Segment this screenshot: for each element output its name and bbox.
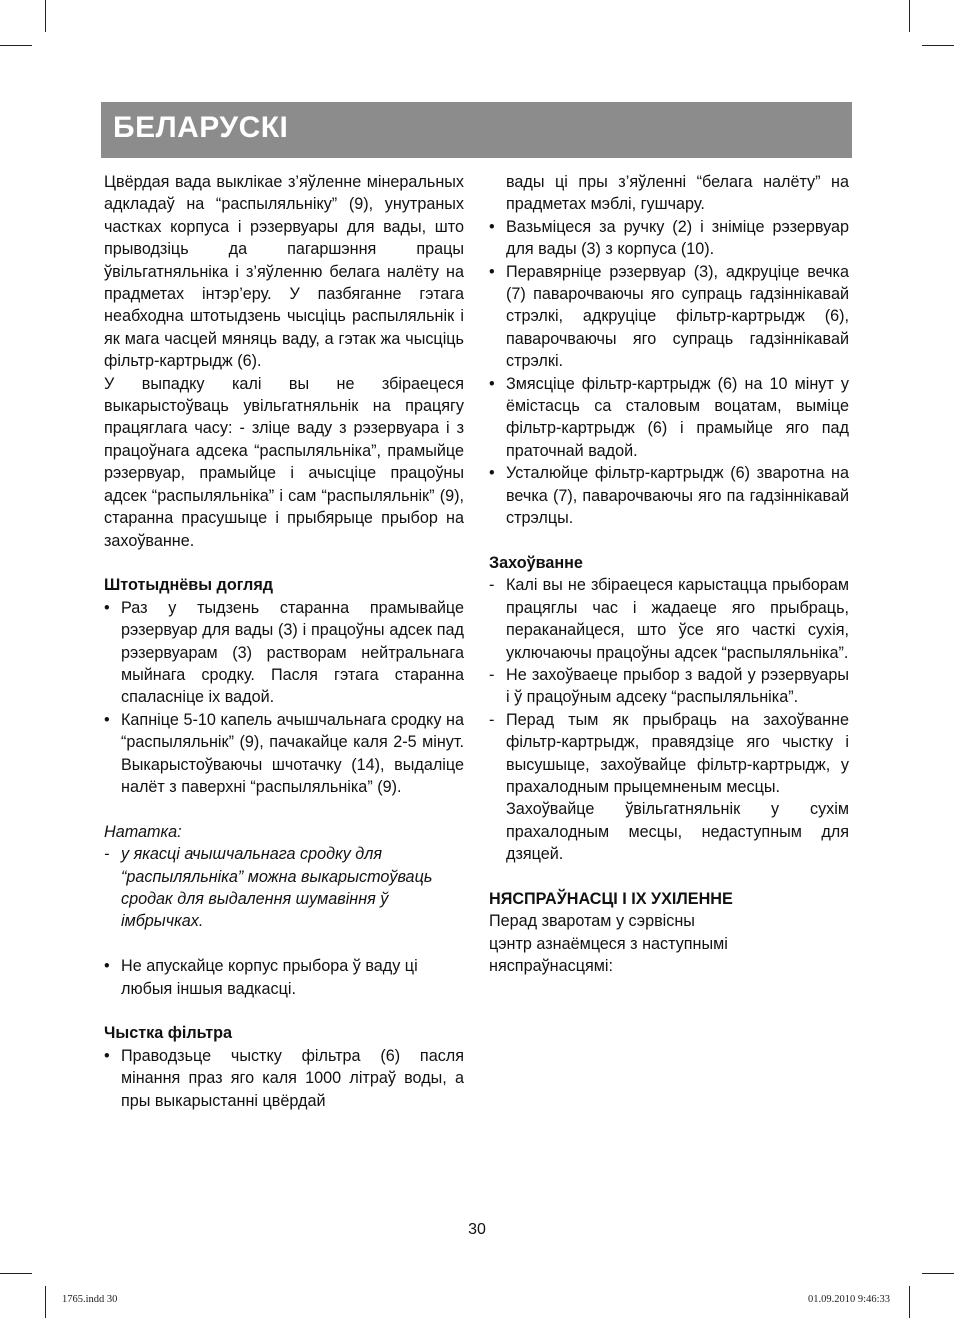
weekly-list bbox=[104, 597, 464, 799]
section-heading-weekly: Штотыднёвы догляд bbox=[104, 576, 274, 595]
list-item: - Перад тым як прыбраць на захоўванне фільтр-картрыдж, правядзіце яго чыстку і высушыце, захоўвайце фільтр-картрыдж, у прахалодным прыцемненым месцы. bbox=[489, 710, 849, 796]
crop-mark bbox=[0, 45, 32, 46]
intro-paragraph: У выпадку калі вы не збіраецеся выкарыстоўваць увільгатняльнік на працягу працяглага часу: - зліце ваду з рэзервуара і з працоўнага адсека “распыляльніка”, прамыйце рэзервуар, прамыйце і ачысціце працоўны адсек “распыляльніка” і сам “распыляльнік” (9), старанна прасушыце і прыбярыце прыбор на захоўванне. bbox=[104, 374, 464, 550]
filter-list-continued bbox=[489, 171, 849, 530]
section-heading-storage: Захоўванне bbox=[489, 553, 583, 572]
page-number: 30 bbox=[468, 1221, 486, 1238]
list-item-continuation: Захоўвайце ўвільгатняльнік у сухім прахалодным месцы, недаступным для дзяцей. bbox=[506, 800, 849, 864]
trouble-line: Перад зваротам у сэрвісны bbox=[489, 912, 695, 931]
storage-list bbox=[489, 574, 849, 865]
language-banner bbox=[101, 102, 852, 158]
crop-mark bbox=[0, 1273, 32, 1274]
list-item: • Праводзьце чыстку фільтра (6) пасля мінання праз яго каля 1000 літраў воды, а пры выкарыстанні цвёрдай bbox=[104, 1046, 464, 1110]
crop-mark bbox=[45, 1286, 46, 1318]
list-item: • Раз у тыдзень старанна прамывайце рэзервуар для вады (3) і працоўны адсек пад рэзервуарам (3) растворам нейтральнага мыйнага сродку. Пасля гэтага старанна спаласніце іх вадой. bbox=[104, 598, 464, 707]
crop-mark bbox=[909, 1286, 910, 1318]
list-item: • Вазьміцеся за ручку (2) і зніміце рэзервуар для вады (3) з корпуса (10). bbox=[489, 217, 849, 259]
note-heading: Нататка: bbox=[104, 822, 182, 841]
date-info: 01.09.2010 9:46:33 bbox=[808, 1294, 890, 1305]
left-column bbox=[104, 171, 464, 1112]
list-item: • Не апускайце корпус прыбора ў ваду ці любыя іншыя вадкасці. bbox=[104, 957, 418, 998]
list-item: • Перавярніце рэзервуар (3), адкруціце вечка (7) паварочваючы яго супраць гадзіннікавай стрэлкі, адкруціце фільтр-картрыдж (6), паварочваючы яго супраць гадзіннікавай стрэлкі. bbox=[489, 262, 849, 371]
file-info: 1765.indd 30 bbox=[62, 1294, 118, 1305]
list-item: • Капніце 5-10 капель ачышчальнага сродку на “распыляльнік” (9), пачакайце каля 2-5 мінут. Выкарыстоўваючы шчотачку (14), выдаліце налёт з паверхні “распыляльніка” (9). bbox=[104, 710, 464, 796]
page-title: БЕЛАРУСКІ bbox=[113, 111, 289, 144]
extra-list bbox=[104, 955, 464, 1000]
list-item: • Змясціце фільтр-картрыдж (6) на 10 мінут у ёмістасць са сталовым воцатам, выміце фільтр-картрыдж (6) і прамыйце яго пад праточнай вадой. bbox=[489, 374, 849, 460]
intro-paragraph: Цвёрдая вада выклікае з’яўленне мінеральных адкладаў на “распыляльніку” (9), унутраных частках корпуса і рэзервуары для вады, што прыводзіць да пагаршэння працы ўвільгатняльніка і з’яўленню белага налёту на прадметах інтэр’еру. У пазбяганне гэтага неабходна штотыдзень чысціць распыляльнік і як мага часцей мяняць ваду, а гэтак жа чысціць фільтр-картрыдж (6). bbox=[104, 173, 464, 371]
section-heading-troubleshooting: НЯСПРАЎНАСЦІ І ІХ УХІЛЕННЕ bbox=[489, 889, 733, 908]
section-heading-filter: Чыстка фільтра bbox=[104, 1024, 233, 1043]
crop-mark bbox=[909, 0, 910, 32]
list-item: • Усталюйце фільтр-картрыдж (6) зваротна на вечка (7), паварочваючы яго па гадзіннікавай стрэлцы. bbox=[489, 464, 849, 528]
list-item: - Не захоўваеце прыбор з вадой у рэзервуары і ў працоўным адсеку “распыляльніка”. bbox=[489, 665, 849, 707]
crop-mark bbox=[45, 0, 46, 32]
trouble-line: цэнтр азнаёмцеся з наступнымі bbox=[489, 934, 728, 953]
filter-list bbox=[104, 1045, 464, 1112]
note-list bbox=[104, 843, 464, 933]
right-column bbox=[489, 171, 849, 978]
list-item-continuation: вады ці пры з’яўленні “белага налёту” на прадметах мэблі, гушчару. bbox=[506, 173, 849, 214]
crop-mark bbox=[922, 1273, 954, 1274]
crop-mark bbox=[922, 45, 954, 46]
list-item: - Калі вы не збіраецеся карыстацца прыборам працяглы час і жадаеце яго прыбраць, пераканайцеся, што ўсе яго часткі сухія, уключаючы працоўны адсек “распыляльніка”. bbox=[489, 576, 849, 662]
trouble-line: няспраўнасцямі: bbox=[489, 957, 613, 976]
list-item: - у якасці ачышчальнага сродку для “распыляльніка” можна выкарыстоўваць сродак для выдалення шумавіння ў імбрычках. bbox=[104, 845, 433, 931]
